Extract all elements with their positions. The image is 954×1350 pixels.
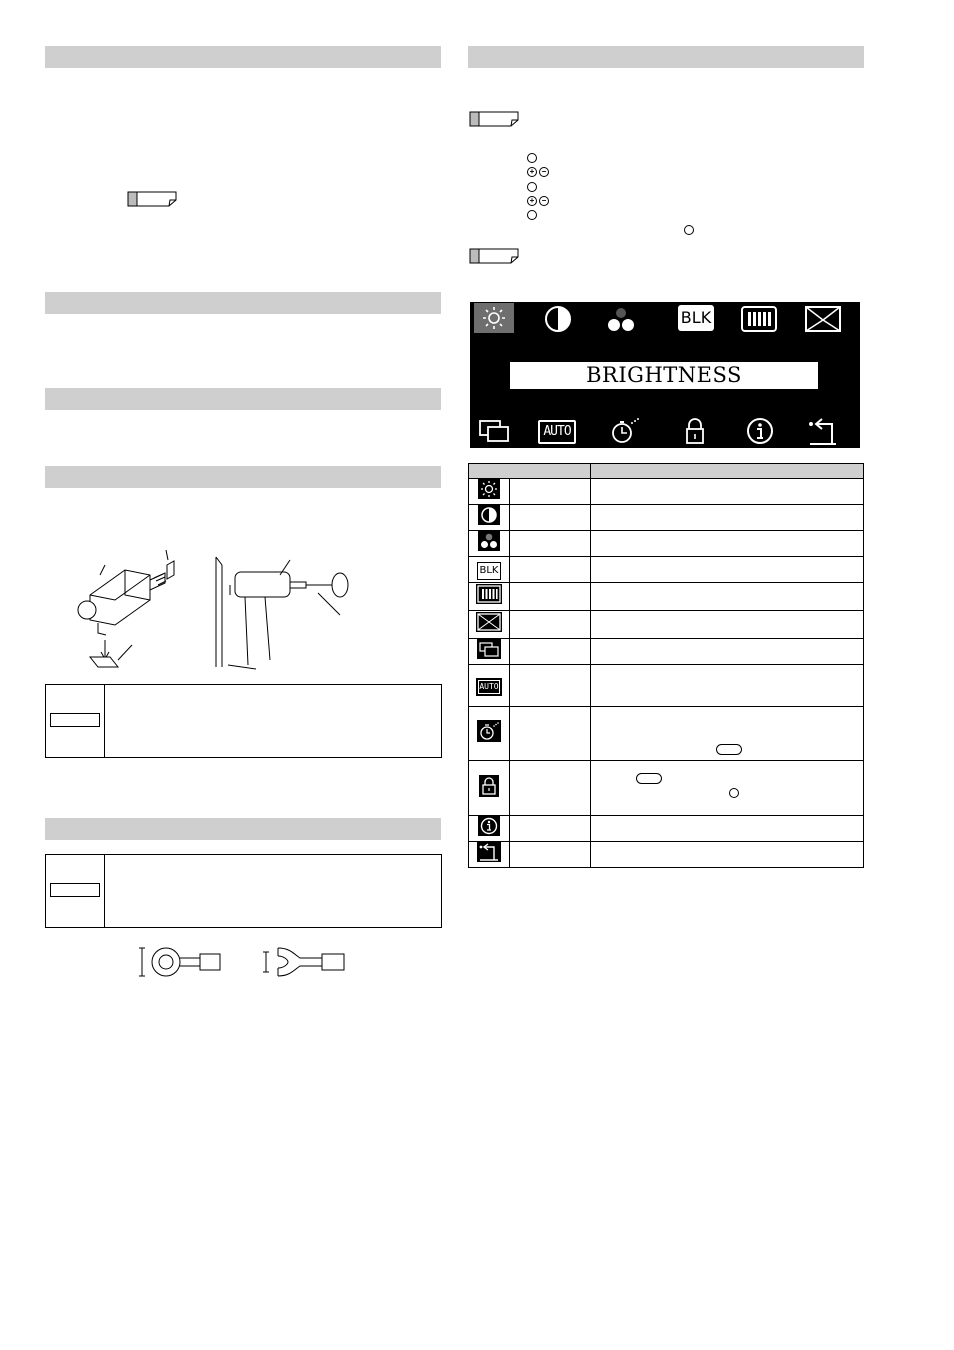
size-icon <box>476 612 502 632</box>
exit-icon[interactable] <box>806 416 842 446</box>
menu-button-icon <box>527 153 537 163</box>
table-row <box>469 665 864 707</box>
caution-label-box <box>50 713 100 727</box>
section-header-bar-3 <box>45 388 441 410</box>
caution-box-1 <box>45 684 442 758</box>
spade-terminal-icon <box>260 944 350 980</box>
clock-bars-icon <box>476 584 502 604</box>
section-header-bar-1 <box>45 46 441 68</box>
menu-button-icon <box>684 225 694 235</box>
caution-box-divider <box>104 855 105 927</box>
osd-menu-table <box>468 463 864 868</box>
button-key-icon <box>636 773 662 784</box>
lock-icon[interactable] <box>682 416 708 446</box>
exit-icon <box>477 842 501 862</box>
table-row <box>469 611 864 639</box>
osd-menu-screen <box>470 302 860 448</box>
caution-box-2 <box>45 854 442 928</box>
ring-terminal-icon <box>136 944 226 980</box>
note-tag-icon <box>469 111 519 127</box>
color-icon[interactable] <box>604 304 638 334</box>
blk-icon-label: BLK <box>680 308 712 327</box>
auto-icon-label: AUTO <box>478 680 500 694</box>
timer-icon[interactable] <box>608 416 642 446</box>
auto-icon[interactable] <box>538 420 576 444</box>
lock-icon <box>479 775 499 797</box>
table-row <box>469 531 864 557</box>
information-icon <box>478 816 500 836</box>
connector-mounting-illustration <box>70 545 370 675</box>
table-header-row <box>469 464 864 479</box>
table-row <box>469 761 864 816</box>
note-tag-icon <box>469 248 519 264</box>
note-tag-icon <box>127 191 177 207</box>
table-header-cell <box>591 464 864 479</box>
caution-box-divider <box>104 685 105 757</box>
contrast-icon <box>478 505 500 525</box>
table-row <box>469 816 864 842</box>
timer-icon <box>477 720 501 742</box>
size-icon[interactable] <box>804 305 842 333</box>
contrast-icon[interactable] <box>542 304 574 334</box>
button-key-icon <box>716 744 742 755</box>
table-row <box>469 557 864 583</box>
table-row <box>469 842 864 868</box>
menu-button-icon <box>527 210 537 220</box>
color-icon <box>478 531 500 551</box>
position-icon[interactable] <box>476 416 512 446</box>
menu-button-icon <box>527 182 537 192</box>
information-icon[interactable] <box>744 416 776 446</box>
position-icon <box>477 639 501 659</box>
table-row <box>469 707 864 761</box>
menu-button-icon <box>729 788 739 798</box>
section-header-bar-5 <box>45 818 441 840</box>
table-header-cell <box>469 464 591 479</box>
table-row <box>469 505 864 531</box>
table-row <box>469 479 864 505</box>
brightness-icon <box>478 479 500 499</box>
brightness-icon[interactable] <box>474 303 514 333</box>
blk-icon: BLK <box>477 562 501 580</box>
blk-icon[interactable] <box>678 305 714 331</box>
section-header-bar-4 <box>45 466 441 488</box>
caution-label-box <box>50 883 100 897</box>
clock-bars-icon[interactable] <box>740 305 778 333</box>
auto-icon-label: AUTO <box>543 424 571 439</box>
table-row <box>469 583 864 611</box>
section-header-bar-6 <box>468 46 864 68</box>
section-header-bar-2 <box>45 292 441 314</box>
table-row <box>469 639 864 665</box>
auto-icon <box>476 678 502 696</box>
osd-selected-item-title: BRIGHTNESS <box>510 362 818 389</box>
